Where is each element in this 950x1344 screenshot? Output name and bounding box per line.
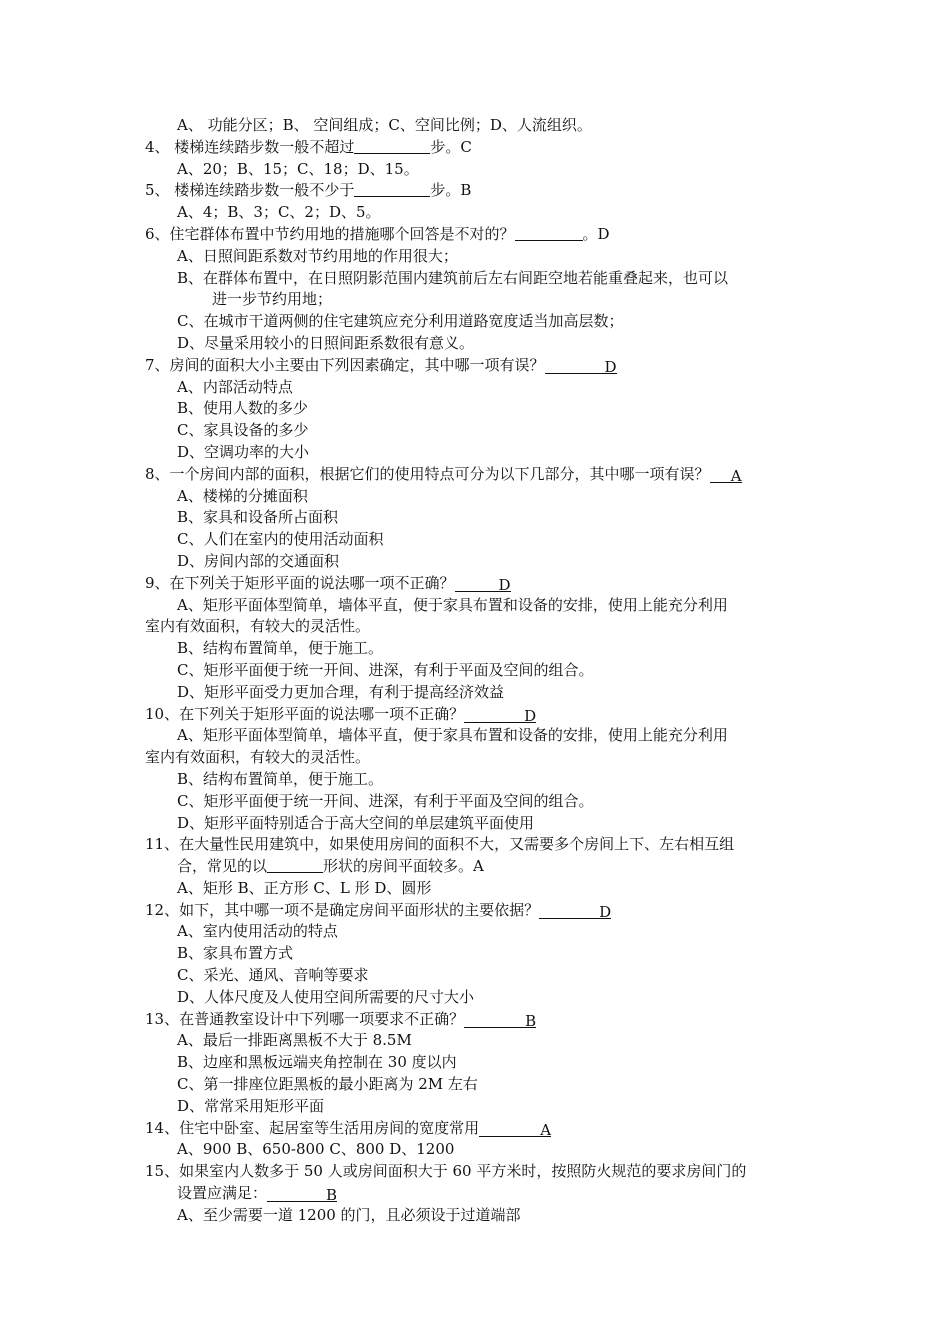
answer-blank: D xyxy=(464,706,536,723)
line-text: C、家具设备的多少 xyxy=(177,421,309,440)
answer-blank: B xyxy=(267,1185,337,1202)
line-text-after-blank: 。D xyxy=(582,224,610,243)
line-text: 进一步节约用地； xyxy=(212,290,333,309)
text-line xyxy=(145,1161,815,1183)
line-text: A、室内使用活动的特点 xyxy=(177,922,338,941)
text-line xyxy=(145,333,815,355)
line-text: C、人们在室内的使用活动面积 xyxy=(177,530,384,549)
text-line xyxy=(145,1074,815,1096)
text-line xyxy=(145,529,815,551)
line-text: B、结构布置简单，便于施工。 xyxy=(177,639,384,658)
text-line xyxy=(145,137,815,159)
line-text: B、使用人数的多少 xyxy=(177,399,309,418)
line-text: D、人体尺度及人使用空间所需要的尺寸大小 xyxy=(177,987,475,1006)
text-line xyxy=(145,682,815,704)
text-line xyxy=(145,355,815,377)
line-text: D、矩形平面特别适合于高大空间的单层建筑平面使用 xyxy=(177,813,535,832)
question-list xyxy=(145,115,815,1227)
text-line xyxy=(145,398,815,420)
line-text: 13、在普通教室设计中下列哪一项要求不正确？ xyxy=(145,1009,465,1028)
line-text: 合，常见的以 xyxy=(177,857,268,876)
text-line xyxy=(145,791,815,813)
text-line xyxy=(145,180,815,202)
line-text: C、采光、通风、音响等要求 xyxy=(177,966,369,985)
text-line xyxy=(145,1183,815,1205)
line-text: 6、住宅群体布置中节约用地的措施哪个回答是不对的？ xyxy=(145,224,515,243)
line-text: A、楼梯的分摊面积 xyxy=(177,486,308,505)
line-text: A、最后一排距离黑板不大于 8.5M xyxy=(177,1031,412,1050)
text-line xyxy=(145,638,815,660)
line-text: B、结构布置简单，便于施工。 xyxy=(177,769,384,788)
line-text: B、家具和设备所占面积 xyxy=(177,508,339,527)
text-line xyxy=(145,246,815,268)
line-text: 5、 楼梯连续踏步数一般不少于 xyxy=(145,181,355,200)
text-line xyxy=(145,769,815,791)
line-text: D、空调功率的大小 xyxy=(177,442,310,461)
text-line xyxy=(145,943,815,965)
text-line xyxy=(145,747,815,769)
line-text: A、 功能分区；B、 空间组成；C、空间比例；D、人流组织。 xyxy=(177,116,592,134)
text-line xyxy=(145,420,815,442)
text-line xyxy=(145,224,815,246)
text-line xyxy=(145,987,815,1009)
line-text: 4、 楼梯连续踏步数一般不超过 xyxy=(145,137,355,156)
line-text: C、第一排座位距黑板的最小距离为 2M 左右 xyxy=(177,1075,478,1094)
text-line xyxy=(145,551,815,573)
line-text-after-blank: 形状的房间平面较多。A xyxy=(323,857,484,876)
text-line xyxy=(145,725,815,747)
line-text: A、900 B、650-800 C、800 D、1200 xyxy=(177,1140,455,1159)
line-text: D、房间内部的交通面积 xyxy=(177,551,340,570)
line-text: 14、住宅中卧室、起居室等生活用房间的宽度常用 xyxy=(145,1118,480,1137)
text-line xyxy=(145,115,815,137)
line-text: C、矩形平面便于统一开间、进深，有利于平面及空间的组合。 xyxy=(177,791,594,810)
line-text: A、矩形 B、正方形 C、L 形 D、圆形 xyxy=(177,878,432,897)
text-line xyxy=(145,1205,815,1227)
text-line xyxy=(145,704,815,726)
text-line xyxy=(145,377,815,399)
text-line xyxy=(145,464,815,486)
line-text: D、矩形平面受力更加合理，有利于提高经济效益 xyxy=(177,682,505,701)
text-line xyxy=(145,856,815,878)
line-text: B、家具布置方式 xyxy=(177,944,294,963)
line-text: A、20；B、15；C、18；D、15。 xyxy=(177,159,419,178)
answer-blank xyxy=(354,180,430,197)
line-text: D、常常采用矩形平面 xyxy=(177,1096,325,1115)
line-text: A、日照间距系数对节约用地的作用很大； xyxy=(177,246,458,265)
answer-blank: D xyxy=(539,902,611,919)
line-text: A、4；B、3；C、2；D、5。 xyxy=(177,203,381,222)
line-text: D、尽量采用较小的日照间距系数很有意义。 xyxy=(177,333,475,352)
answer-blank xyxy=(267,856,323,873)
text-line xyxy=(145,1139,815,1161)
line-text: 10、在下列关于矩形平面的说法哪一项不正确？ xyxy=(145,704,465,723)
line-text: C、在城市干道两侧的住宅建筑应充分利用道路宽度适当加高层数； xyxy=(177,312,624,331)
answer-blank xyxy=(354,137,430,154)
text-line xyxy=(145,1096,815,1118)
text-line xyxy=(145,573,815,595)
line-text: A、矩形平面体型简单，墙体平直，便于家具布置和设备的安排，使用上能充分利用 xyxy=(177,726,728,745)
text-line xyxy=(145,1118,815,1140)
line-text: 9、在下列关于矩形平面的说法哪一项不正确？ xyxy=(145,573,455,592)
answer-blank xyxy=(515,224,583,241)
line-text: 12、如下，其中哪一项不是确定房间平面形状的主要依据？ xyxy=(145,900,540,919)
text-line xyxy=(145,159,815,181)
line-text: C、矩形平面便于统一开间、进深，有利于平面及空间的组合。 xyxy=(177,660,594,679)
line-text: A、矩形平面体型简单，墙体平直，便于家具布置和设备的安排，使用上能充分利用 xyxy=(177,595,728,614)
text-line xyxy=(145,1052,815,1074)
text-line xyxy=(145,921,815,943)
line-text: B、在群体布置中，在日照阴影范围内建筑前后左右间距空地若能重叠起来，也可以 xyxy=(177,268,729,287)
line-text: 7、房间的面积大小主要由下列因素确定，其中哪一项有误？ xyxy=(145,355,545,374)
line-text: A、至少需要一道 1200 的门，且必须设于过道端部 xyxy=(177,1205,521,1224)
text-line xyxy=(145,834,815,856)
answer-blank: D xyxy=(545,357,617,374)
text-line xyxy=(145,486,815,508)
text-line xyxy=(145,616,815,638)
text-line xyxy=(145,965,815,987)
text-line xyxy=(145,1009,815,1031)
text-line xyxy=(145,202,815,224)
answer-blank: A xyxy=(710,466,742,483)
line-text: 15、如果室内人数多于 50 人或房间面积大于 60 平方米时，按照防火规范的要求房间门的 xyxy=(145,1162,747,1181)
line-text-after-blank: 步。B xyxy=(430,181,472,200)
text-line xyxy=(145,878,815,900)
text-line xyxy=(145,311,815,333)
text-line xyxy=(145,595,815,617)
text-line xyxy=(145,1030,815,1052)
answer-blank: B xyxy=(464,1011,536,1028)
text-line xyxy=(145,442,815,464)
text-line xyxy=(145,660,815,682)
line-text: 8、一个房间内部的面积，根据它们的使用特点可分为以下几部分，其中哪一项有误？ xyxy=(145,464,710,483)
line-text: 11、在大量性民用建筑中，如果使用房间的面积不大，又需要多个房间上下、左右相互组 xyxy=(145,835,735,854)
line-text: 室内有效面积，有较大的灵活性。 xyxy=(145,748,371,767)
answer-blank: A xyxy=(479,1120,551,1137)
text-line xyxy=(145,268,815,290)
answer-blank: D xyxy=(455,575,511,592)
text-line xyxy=(145,507,815,529)
text-line xyxy=(145,900,815,922)
line-text: B、边座和黑板远端夹角控制在 30 度以内 xyxy=(177,1053,457,1072)
line-text: 室内有效面积，有较大的灵活性。 xyxy=(145,617,371,636)
text-line xyxy=(145,289,815,311)
line-text: A、内部活动特点 xyxy=(177,377,293,396)
line-text: 设置应满足： xyxy=(177,1184,268,1203)
line-text-after-blank: 步。C xyxy=(430,137,472,156)
text-line xyxy=(145,813,815,835)
